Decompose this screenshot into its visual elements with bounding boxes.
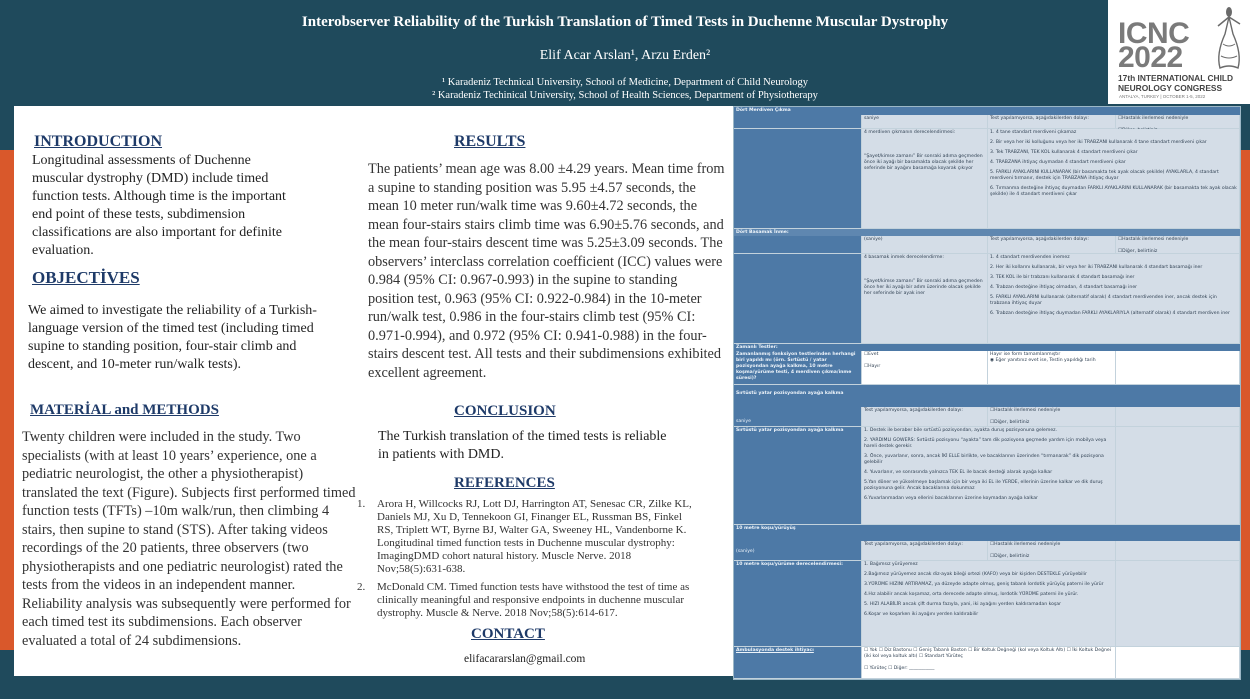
reference-item xyxy=(357,581,697,620)
form-row xyxy=(734,427,1240,525)
form-option: 3. TEK KOL ile bir trabzanı kullanarak 4 standart basamağı iner xyxy=(990,275,1135,280)
form-option: 6. Tırmanma desteğine ihtiyaç duymadan FARKLI AYAKLARINI KULLANARAK (bir basamakta tek ayak olacak şekilde) ile 4 standart merdiveni çıkar xyxy=(990,186,1237,197)
poster-header xyxy=(0,0,1108,106)
form-option: 4. Trabzan desteğine ihtiyaç olmadan, 4 standart basamağı iner xyxy=(990,285,1138,290)
form-row xyxy=(734,351,1240,385)
form-option: 2. YARDIMLI GOWERS: Sırtüstü pozisyonu “ayakta” tam dik pozisyona geçmede yardım için mobilya veya hareli destek gerekir. xyxy=(864,438,1107,449)
form-row xyxy=(734,647,1240,679)
logo-wordmark: ICNC 2022 xyxy=(1118,17,1190,74)
form-cell: 4 merdiven çıkmanın derecelendirmesi: “Şayet/kimse zamanı” Bir sonraki adıma geçmeden önce iki ayağı bir basamakta olacak şekilde her seferinde bir ayağını basamağa koyarak çıkıyor xyxy=(862,129,988,229)
left-accent-bar xyxy=(0,150,14,650)
form-option: 4. TRABZANA ihtiyaç duymadan 4 standart merdiveni çıkar xyxy=(990,160,1126,165)
congress-logo xyxy=(1108,0,1250,104)
translated-form-figure xyxy=(733,106,1241,680)
form-cell: saniye xyxy=(862,115,988,129)
results-text: The patients’ mean age was 8.00 ±4.29 years. Mean time from a supine to standing position was 5.95 ±4.57 seconds, the mean 10 meter run/walk time was 9.60±4.72 seconds, the mean four-stairs stairs climb time was 6.90±5.76 seconds, and the mean four-stairs descent time was 5.25±3.09 seconds. The observers’ interclass correlation coefficient (ICC) values were 0.984 (95% CI: 0.967-0.993) in the supine to standing position test, 0.963 (95% CI: 0.922-0.984) in the 10-meter run/walk test, 0.986 in the four-stairs climb test (95% CI: 0.971-0.994), and 0.972 (95% CI: 0.941-0.988) in the four-stairs descent test. All tests and their subdimensions exhibited excellent agreement. xyxy=(368,161,725,381)
poster-title: Interobserver Reliability of the Turkish Translation of Timed Tests in Duchenne Muscular Dystrophy xyxy=(301,14,949,30)
form-cell: saniye xyxy=(734,407,862,427)
contact-heading: CONTACT xyxy=(471,626,545,642)
form-cell: Zamanlanmış fonksiyon testlerinden herhangi biri yapıldı mı (örn. Sırtüstü / yatar pozisyondan ayağa kalkma, 10 metre koşma/yürüme testi, 4 merdiven çıkma/inme süresi)? xyxy=(734,351,862,385)
form-cell: Test yapılamıyorsa, aşağıdakilerden dolayı: xyxy=(862,541,988,561)
logo-congress: 17th INTERNATIONAL CHILD NEUROLOGY CONGRESS xyxy=(1118,73,1234,93)
form-option: 1. 4 tane standart merdiveni çıkamaz xyxy=(990,130,1077,135)
contact-email[interactable]: elifacararslan@gmail.com xyxy=(464,653,586,665)
form-option: 1. 4 standart merdivenden inemez xyxy=(990,255,1070,260)
form-cell xyxy=(734,129,862,229)
references-heading: REFERENCES xyxy=(454,475,555,491)
form-option: 4. Yuvarlanır, ve sonrasında yalnızca TEK EL ile bacak desteği alarak ayağa kalkar xyxy=(864,470,1053,475)
form-cell: Test yapılamıyorsa, aşağıdakilerden dolayı: xyxy=(988,236,1116,254)
form-band-10m: 10 metre koşu/yürüyüş xyxy=(734,525,1240,541)
form-option: 6. Trabzan desteğine ihtiyaç duymadan FARKLI AYAKLARIYLA (alternatif olarak) 4 standart merdiven iner xyxy=(990,311,1230,316)
conclusion-heading: CONCLUSION xyxy=(454,403,556,419)
form-cell: 10 metre koşu/yürüme derecelendirmesi: xyxy=(734,561,862,647)
whirling-dervish-icon xyxy=(1212,4,1246,72)
objectives-text: We aimed to investigate the reliability of a Turkish-language version of the timed test (including timed supine to standing position, four-stair climb and descent, and 10-meter run/walk tests). xyxy=(28,303,317,372)
reference-number: 2. xyxy=(357,581,366,593)
form-band-stair-climb: Dört Merdiven Çıkma xyxy=(734,107,1240,115)
form-cell xyxy=(988,254,1240,344)
form-cell: ☐Hastalık ilerlemesi nedeniyle ☐Diğer, belirtiniz xyxy=(988,541,1116,561)
form-band-timed-tests: Zamanlı Testler: xyxy=(734,344,1240,351)
form-cell: (saniye) xyxy=(862,236,988,254)
form-cell: Hayır ise form tamamlanmıştır ◉ Eğer yanıtınız evet ise, Testin yapıldığı tarih xyxy=(988,351,1116,385)
form-cell xyxy=(1116,561,1240,647)
form-row xyxy=(734,236,1240,254)
form-cell: Test yapılamıyorsa, aşağıdakilerden dolayı: xyxy=(988,115,1116,129)
reference-text: McDonald CM. Timed function tests have withstood the test of time as clinically meaningful and responsive endpoints in duchenne muscular dystrophy. Muscle & Nerve. 2018 Nov;58(5):614-617. xyxy=(377,581,690,619)
form-band-supine: Sırtüstü yatar pozisyondan ayağa kalkma xyxy=(734,385,1240,407)
methods-heading: MATERİAL and METHODS xyxy=(30,402,219,418)
form-option: 5.Yan döner ve yükselmeye başlamak için bir veya iki EL ile YERDE, ellerinin üzerine kalkar ve dik duruş pozisyonuna gelir. Ancak bacaklarına dokunmaz xyxy=(864,480,1103,491)
form-option: 4.Hız alabilir ancak koşamaz, orta derecede adapte olmuş, lordotik YÜRÜME paterni ile yürür. xyxy=(864,592,1079,597)
form-cell xyxy=(734,115,862,129)
reference-item xyxy=(357,498,697,576)
form-cell xyxy=(988,129,1240,229)
affiliation-2: ² Karadeniz Techinical University, School of Health Sciences, Department of Physiotherapy xyxy=(432,90,818,101)
form-option: 2.Bağımsız yürüyemez ancak diz-ayak bileği ortezi (KAFO) veya bir kişiden DESTEKLE yürüyebilir xyxy=(864,572,1087,577)
methods-text: Twenty children were included in the study. Two specialists (with at least 10 years’ experience, one a pediatric neurologist, the other a physiotherapist) translated the text (Figure). Subjects first performed timed function tests (TFTs) –10m walk/run, then climbing 4 stairs, then supine to stand (STS). After taking videos recordings of the 20 patients, three observers (two physiotherapists and one pediatric neurologist) rated the tests from the videos in an independent manner. Reliability analysis was subsequently were performed for each timed test its subdimensions. Each observer evaluated a total of 24 subdimensions. xyxy=(22,429,356,649)
form-row xyxy=(734,115,1240,129)
reference-text: Arora H, Willcocks RJ, Lott DJ, Harrington AT, Senesac CR, Zilke KL, Daniels MJ, Xu D, Tennekoon GI, Finanger EL, Russman BS, Finkel RS, Triplett WT, Byrne BJ, Walter GA, Sweeney HL, Vandenborne K. Longitudinal timed function tests in Duchenne muscular dystrophy: ImagingDMD cohort natural history. Muscle Nerve. 2018 Nov;58(5):631-638. xyxy=(377,498,692,575)
form-cell xyxy=(862,427,1116,525)
form-cell: (saniye) xyxy=(734,541,862,561)
form-option: 1. Destek ile beraber bile sırtüstü pozisyondan, ayakta duruş pozisyonuna gelemez. xyxy=(864,428,1058,433)
form-cell xyxy=(1116,541,1240,561)
authors: Elif Acar Arslan¹, Arzu Erden² xyxy=(539,48,711,63)
form-cell: 4 basamak inmek derecelendirme: “Şayet/kimse zamanı” Bir sonraki adıma geçmeden önce her iki ayağı bir adım üzerinde olacak şekilde her seferinde bir ayak iner xyxy=(862,254,988,344)
form-cell: ☐Hastalık ilerlemesi nedeniyle ☐Diğer, belirtiniz xyxy=(988,407,1116,427)
form-cell: ☐Hastalık ilerlemesi nedeniyle ☐Diğer, belirtiniz xyxy=(1116,236,1240,254)
results-heading: RESULTS xyxy=(454,133,526,150)
objectives-heading: OBJECTİVES xyxy=(32,268,140,287)
form-cell: ☐ Yok ☐ Diz Bastonu ☐ Geniş Tabanlı Baston ☐ Bir Koltuk Değneği (kol veya Koltuk Altı) ☐ İki Koltuk Değnei (iki kol veya koltuk altı) ☐ Standart Yürüteç ☐ Yürüteç ☐ Diğer: ___________ xyxy=(862,647,1116,679)
form-cell: Sırtüstü yatar pozisyondan ayağa kalkma xyxy=(734,427,862,525)
introduction-heading: INTRODUCTION xyxy=(34,133,163,150)
reference-number: 1. xyxy=(357,498,366,510)
form-row xyxy=(734,407,1240,427)
form-option: 3. Tek TRABZANI, TEK KOL kullanarak 4 standart merdiveni çıkar xyxy=(990,150,1138,155)
form-option: 2. Bir veya her iki kolluğunu veya her iki TRABZANI kullanarak 4 tane standart merdiveni çıkar xyxy=(990,140,1207,145)
form-option: 3. Önce, yuvarlanır, sonra, ancak İKİ ELLE birlikte, ve bacaklarının üzerinden “tırmanarak” dik pozisyona gelebilir xyxy=(864,454,1104,465)
form-option: 3.YÜRÜME HIZINI ARTIRAMAZ, ya düzeyde adapte olmuş, geniş tabanlı lordotik yürüyüş paterni ile yürür xyxy=(864,582,1104,587)
form-cell xyxy=(1116,427,1240,525)
form-cell xyxy=(734,236,862,254)
form-option: 1. Bağımsız yürüyemez xyxy=(864,562,918,567)
form-row xyxy=(734,129,1240,229)
form-cell: Test yapılamıyorsa, aşağıdakilerden dolayı: xyxy=(862,407,988,427)
form-cell xyxy=(862,561,1116,647)
affiliation-1: ¹ Karadeniz Technical University, School of Medicine, Department of Child Neurology xyxy=(441,77,809,88)
form-cell xyxy=(734,254,862,344)
conclusion-text: The Turkish translation of the timed tests is reliable in patients with DMD. xyxy=(378,429,667,462)
form-band-stair-descent: Dört Basamak İnme: xyxy=(734,229,1240,236)
references-list xyxy=(357,498,697,625)
form-option: 5. FARKLI AYAKLARINI KULLANARAK (bir basamakta tek ayak olacak şekilde) AYAKLARLA, 4 standart merdiveni tırmanır, destek için TRABZANA ihtiyaç duyar xyxy=(990,170,1219,181)
logo-location: ANTALYA, TURKEY | OCTOBER 1-5, 2022 xyxy=(1119,94,1206,99)
form-cell xyxy=(1116,351,1240,385)
form-row xyxy=(734,254,1240,344)
form-cell: Ambulasyonda destek ihtiyacı xyxy=(734,647,862,679)
form-cell: ☐Hastalık ilerlemesi nedeniyle xyxy=(1116,115,1240,129)
form-cell: ☐Evet ☐Hayır xyxy=(862,351,988,385)
form-row xyxy=(734,541,1240,561)
form-option: 6.Yuvarlanmadan veya ellerini bacaklarının üzerine koymadan ayağa kalkar xyxy=(864,496,1038,501)
form-option: 5. FARKLI AYAKLARINI kullanarak (alternatif olarak) 4 standart merdivenden iner, ancak destek için trabzana ihtiyaç duyar xyxy=(990,295,1217,306)
form-cell xyxy=(1116,647,1240,679)
form-cell xyxy=(1116,407,1240,427)
form-option: 2. Her iki kollarını kullanarak, bir veya her iki TRABZANI kullanarak 4 standart basamağı iner xyxy=(990,265,1203,270)
form-row xyxy=(734,561,1240,647)
form-option: 6.Koşar ve koşarken iki ayağını yerden kaldırabilir xyxy=(864,612,979,617)
form-option: 5. HIZI ALABİLİR ancak çift durma fazıyla, yani, iki ayağını yerden kaldıramadan koşar xyxy=(864,602,1061,607)
introduction-text: Longitudinal assessments of Duchenne muscular dystrophy (DMD) include timed function tests. Although time is the important end point of these tests, subdimension classifications are also important for definite evaluation. xyxy=(32,153,286,258)
